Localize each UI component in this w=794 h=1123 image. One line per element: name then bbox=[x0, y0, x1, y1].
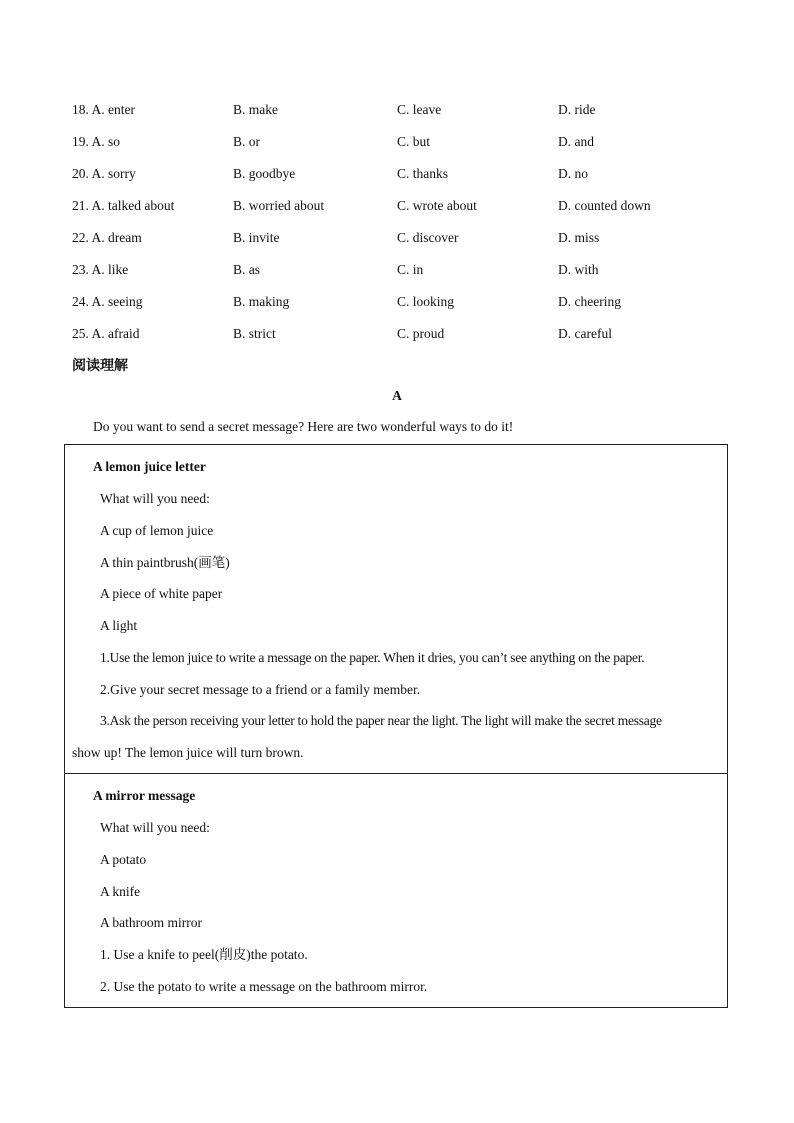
option-c: C. proud bbox=[397, 326, 445, 341]
option-b: B. strict bbox=[233, 326, 276, 341]
option-c: C. looking bbox=[397, 294, 455, 309]
option-row-20 bbox=[72, 164, 732, 196]
option-row-23 bbox=[72, 260, 732, 292]
option-a: 25. A. afraid bbox=[72, 326, 140, 341]
list-item: A thin paintbrush(画笔) bbox=[100, 555, 230, 570]
option-b: B. making bbox=[233, 294, 290, 309]
option-c: C. in bbox=[397, 262, 424, 277]
option-row-24 bbox=[72, 292, 732, 324]
option-row-22 bbox=[72, 228, 732, 260]
mirror-message-box bbox=[64, 773, 728, 1008]
list-item: A knife bbox=[100, 884, 141, 899]
step-1: 1.Use the lemon juice to write a message on the paper. When it dries, you can’t see anything on the paper. bbox=[100, 650, 645, 665]
step-2: 2. Use the potato to write a message on the bathroom mirror. bbox=[100, 979, 428, 994]
option-row-21 bbox=[72, 196, 732, 228]
lemon-juice-box bbox=[64, 444, 728, 774]
option-a: 20. A. sorry bbox=[72, 166, 136, 181]
step-2: 2.Give your secret message to a friend or a family member. bbox=[100, 682, 421, 697]
option-b: B. goodbye bbox=[233, 166, 296, 181]
option-a: 21. A. talked about bbox=[72, 198, 175, 213]
option-d: D. careful bbox=[558, 326, 612, 341]
list-item: A bathroom mirror bbox=[100, 915, 202, 930]
option-c: C. but bbox=[397, 134, 431, 149]
option-b: B. invite bbox=[233, 230, 280, 245]
option-d: D. with bbox=[558, 262, 599, 277]
option-c: C. thanks bbox=[397, 166, 449, 181]
option-d: D. and bbox=[558, 134, 594, 149]
list-item: A light bbox=[100, 618, 138, 633]
passage-intro: Do you want to send a secret message? Here are two wonderful ways to do it! bbox=[93, 419, 514, 434]
box-title: A mirror message bbox=[93, 788, 196, 803]
option-row-18 bbox=[72, 100, 732, 132]
option-row-19 bbox=[72, 132, 732, 164]
option-c: C. discover bbox=[397, 230, 459, 245]
step-1: 1. Use a knife to peel(削皮)the potato. bbox=[100, 947, 308, 962]
need-label: What will you need: bbox=[100, 491, 210, 506]
option-a: 18. A. enter bbox=[72, 102, 135, 117]
option-c: C. leave bbox=[397, 102, 442, 117]
option-d: D. counted down bbox=[558, 198, 651, 213]
option-a: 22. A. dream bbox=[72, 230, 142, 245]
option-b: B. worried about bbox=[233, 198, 325, 213]
step-3-continued: show up! The lemon juice will turn brown. bbox=[72, 745, 304, 760]
option-d: D. no bbox=[558, 166, 588, 181]
option-d: D. miss bbox=[558, 230, 600, 245]
section-title: 阅读理解 bbox=[72, 358, 128, 374]
option-d: D. ride bbox=[558, 102, 596, 117]
list-item: A potato bbox=[100, 852, 147, 867]
need-label: What will you need: bbox=[100, 820, 210, 835]
option-row-25 bbox=[72, 324, 732, 356]
list-item: A piece of white paper bbox=[100, 586, 223, 601]
passage-label: A bbox=[392, 388, 402, 403]
option-a: 24. A. seeing bbox=[72, 294, 143, 309]
list-item: A cup of lemon juice bbox=[100, 523, 214, 538]
option-a: 19. A. so bbox=[72, 134, 121, 149]
option-a: 23. A. like bbox=[72, 262, 129, 277]
option-d: D. cheering bbox=[558, 294, 621, 309]
options-list bbox=[72, 100, 732, 356]
box-title: A lemon juice letter bbox=[93, 459, 206, 474]
option-b: B. make bbox=[233, 102, 278, 117]
option-b: B. as bbox=[233, 262, 260, 277]
step-3: 3.Ask the person receiving your letter to hold the paper near the light. The light will make the secret message bbox=[100, 713, 662, 728]
option-c: C. wrote about bbox=[397, 198, 477, 213]
option-b: B. or bbox=[233, 134, 260, 149]
